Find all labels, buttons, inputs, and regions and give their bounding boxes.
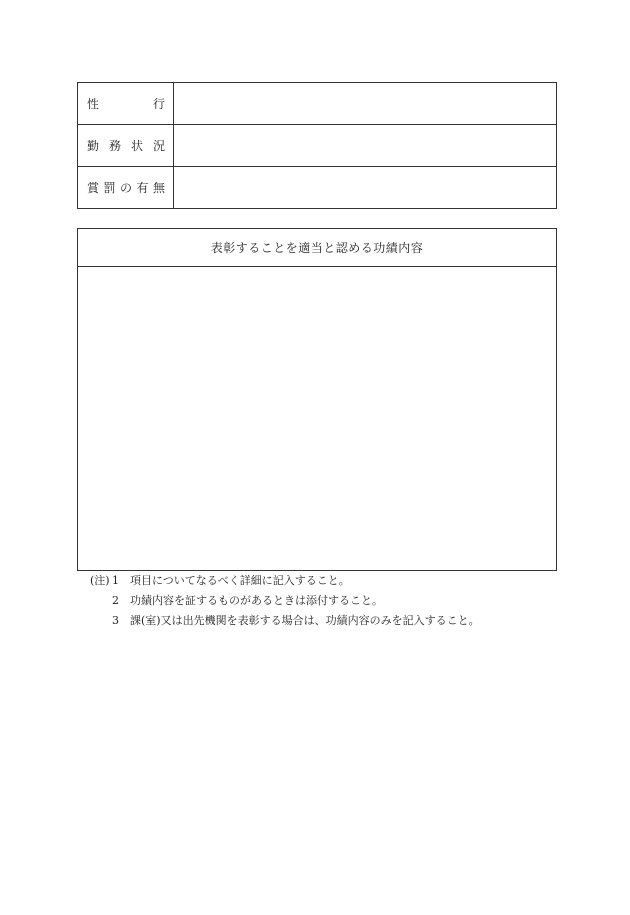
merit-section — [77, 228, 557, 571]
note-item — [90, 611, 480, 631]
label-char: 況 — [152, 139, 165, 153]
label-char: 状 — [130, 139, 143, 153]
merit-section-header: 表彰することを適当と認める功績内容 — [78, 229, 556, 267]
label-char: 無 — [152, 181, 165, 195]
note-text: 功績内容を証するものがあるときは添付すること。 — [130, 594, 383, 607]
merit-content-area[interactable] — [78, 267, 556, 570]
note-number: 3 — [112, 614, 119, 627]
note-item — [90, 591, 480, 611]
note-number: 2 — [112, 594, 119, 607]
notes-prefix: (注) — [90, 574, 110, 587]
label-char: 賞 — [87, 181, 100, 195]
info-table — [77, 82, 557, 209]
reward-punishment-value-cell[interactable] — [174, 167, 557, 209]
label-char: 勤 — [87, 139, 100, 153]
work-status-label — [78, 125, 174, 167]
label-char: 務 — [108, 139, 121, 153]
conduct-label — [78, 83, 174, 125]
label-char: 有 — [136, 181, 149, 195]
label-char: の — [119, 181, 132, 195]
reward-punishment-label — [78, 167, 174, 209]
note-number: 1 — [112, 574, 119, 587]
label-char: 行 — [152, 97, 165, 111]
label-char: 性 — [87, 97, 100, 111]
work-status-row — [78, 125, 557, 167]
note-text: 課(室)又は出先機関を表彰する場合は、功績内容のみを記入すること。 — [130, 614, 480, 627]
note-text: 項目についてなるべく詳細に記入すること。 — [130, 574, 350, 587]
conduct-row — [78, 83, 557, 125]
notes — [90, 571, 480, 631]
work-status-value-cell[interactable] — [174, 125, 557, 167]
note-item — [90, 571, 480, 591]
reward-punishment-row — [78, 167, 557, 209]
conduct-value-cell[interactable] — [174, 83, 557, 125]
label-char: 罰 — [103, 181, 116, 195]
